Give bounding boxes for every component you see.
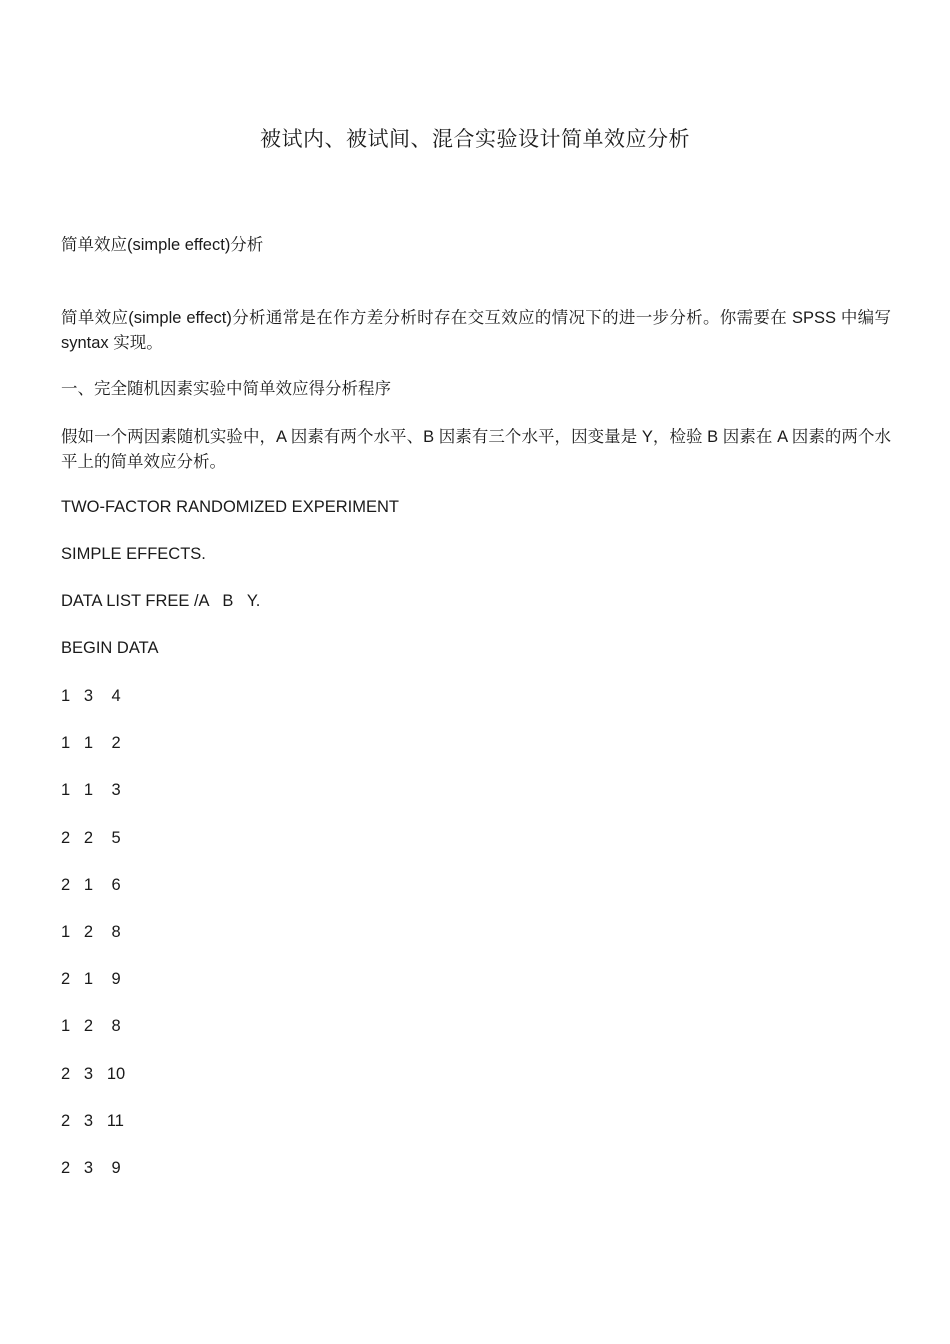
data-row: 2 1 9 xyxy=(61,970,121,988)
subsection-heading: 一、完全随机因素实验中简单效应得分析程序 xyxy=(61,380,391,398)
data-row: 2 3 11 xyxy=(61,1112,124,1130)
data-row: 1 1 3 xyxy=(61,781,121,799)
example-paragraph: 假如一个两因素随机实验中，A 因素有两个水平、B 因素有三个水平，因变量是 Y，检验 B 因素在 A 因素的两个水平上的简单效应分析。 xyxy=(61,428,891,471)
code-line: SIMPLE EFFECTS. xyxy=(61,545,206,563)
data-row: 1 3 4 xyxy=(61,687,121,705)
data-row: 1 1 2 xyxy=(61,734,121,752)
data-row: 2 2 5 xyxy=(61,829,121,847)
data-row: 1 2 8 xyxy=(61,1017,121,1035)
code-line: DATA LIST FREE /A B Y. xyxy=(61,592,261,610)
section-heading: 简单效应(simple effect)分析 xyxy=(61,236,264,254)
code-line: TWO-FACTOR RANDOMIZED EXPERIMENT xyxy=(61,498,399,516)
data-row: 2 3 9 xyxy=(61,1159,121,1177)
intro-paragraph: 简单效应(simple effect)分析通常是在作方差分析时存在交互效应的情况下的进一步分析。你需要在 SPSS 中编写 syntax 实现。 xyxy=(61,309,891,352)
data-row: 2 3 10 xyxy=(61,1065,126,1083)
document-title: 被试内、被试间、混合实验设计简单效应分析 xyxy=(260,127,690,151)
data-row: 1 2 8 xyxy=(61,923,121,941)
code-line: BEGIN DATA xyxy=(61,639,159,657)
data-row: 2 1 6 xyxy=(61,876,121,894)
